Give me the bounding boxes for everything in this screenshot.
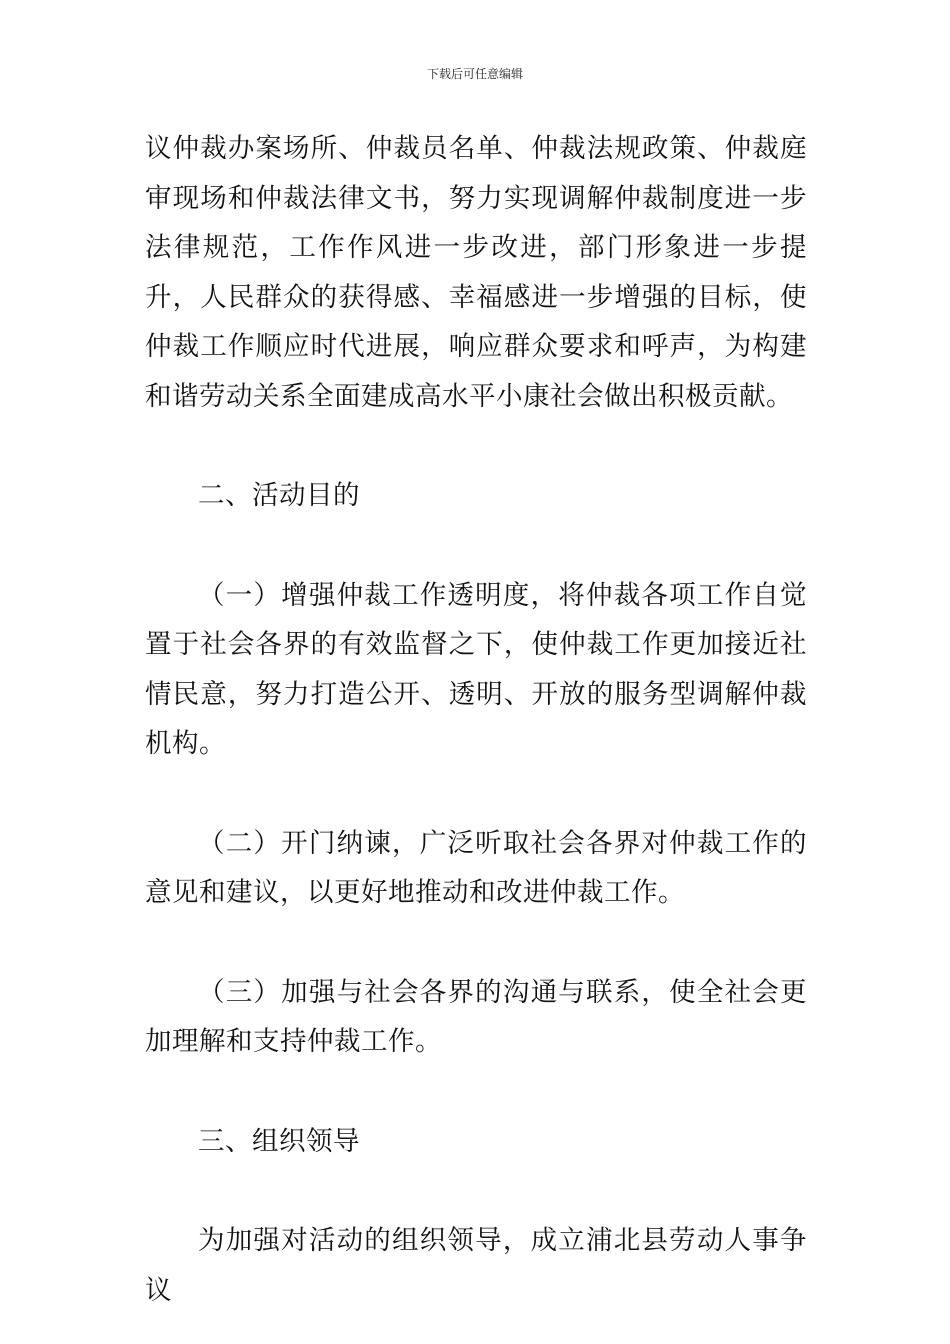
paragraph-gap <box>145 1067 807 1117</box>
paragraph-organization: 为加强对活动的组织领导，成立浦北县劳动人事争议 <box>145 1225 807 1306</box>
paragraph-gap <box>145 769 807 819</box>
section-heading-activity-purpose: 二、活动目的 <box>198 480 360 511</box>
document-body <box>145 124 807 1315</box>
paragraph-purpose-3: （三）加强与社会各界的沟通与联系，使全社会更加理解和支持仲裁工作。 <box>145 976 807 1057</box>
paragraph-purpose-2: （二）开门纳谏，广泛听取社会各界对仲裁工作的意见和建议，以更好地推动和改进仲裁工作。 <box>145 827 807 908</box>
paragraph-gap <box>145 521 807 571</box>
paragraph-gap <box>145 1166 807 1216</box>
page-header-note: 下载后可任意编辑 <box>426 67 523 81</box>
paragraph-purpose-1: （一）增强仲裁工作透明度，将仲裁各项工作自觉置于社会各界的有效监督之下，使仲裁工作更加接近社情民意，努力打造公开、透明、开放的服务型调解仲裁机构。 <box>145 579 807 759</box>
paragraph-gap <box>145 421 807 471</box>
paragraph-gap <box>145 918 807 968</box>
section-heading-organization: 三、组织领导 <box>198 1125 360 1157</box>
paragraph-continuation: 议仲裁办案场所、仲裁员名单、仲裁法规政策、仲裁庭审现场和仲裁法律文书，努力实现调解仲裁制度进一步法律规范，工作作风进一步改进，部门形象进一步提升，人民群众的获得感、幸福感进一步增强的目标，使仲裁工作顺应时代进展，响应群众要求和呼声，为构建和谐劳动关系全面建成高水平小康社会做出积极贡献。 <box>145 133 807 412</box>
